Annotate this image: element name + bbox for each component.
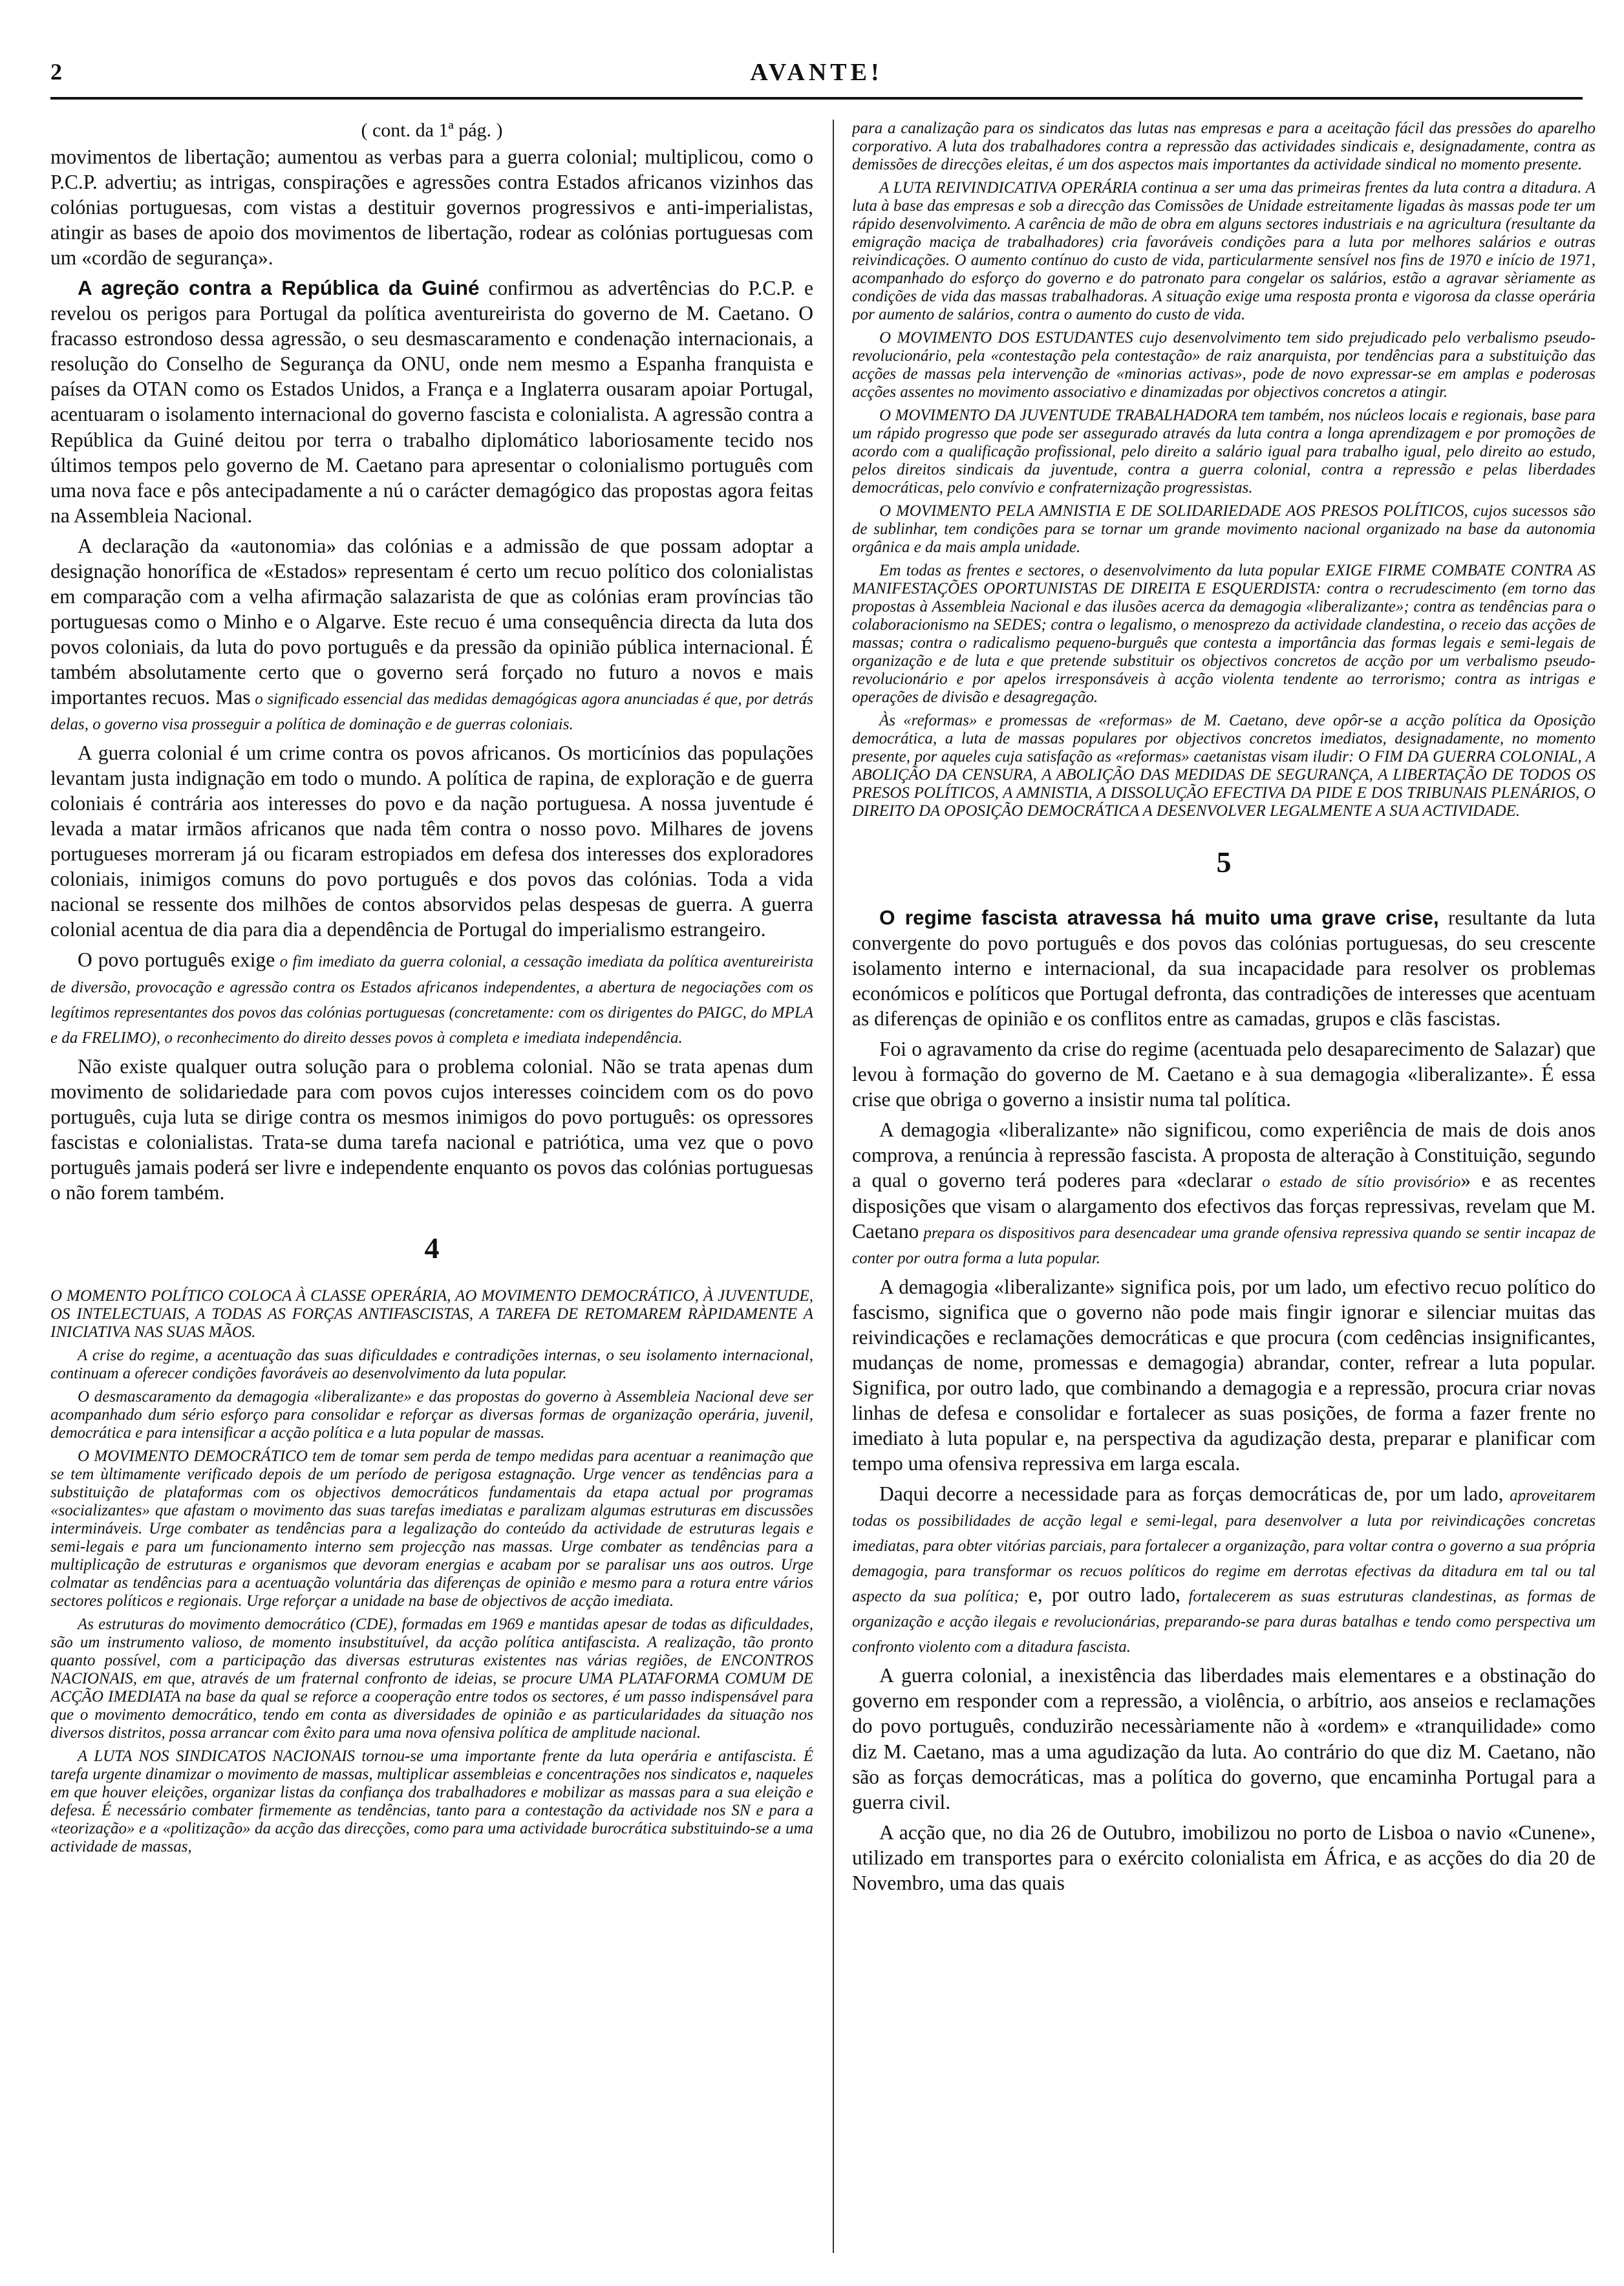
paragraph: Foi o agravamento da crise do regime (acentuada pelo desaparecimento de Salazar) que levou à formação do governo de M. Caetano e à sua demagogia «liberalizante». É essa crise que obriga o governo a insistir numa tal política.: [852, 1038, 1596, 1111]
paragraph-text: e, por outro lado,: [1019, 1583, 1181, 1607]
continuation-note: ( cont. da 1ª pág. ): [361, 120, 503, 141]
paragraph: A demagogia «liberalizante» significa pois, por um lado, um efectivo recuo político do fascismo, significa que o governo não pode mais fingir ignorar e silenciar muitas das reivindicações e reclamações democráticas e que procura (com cedências insignificantes, mudanças de nome, promessas e demagogia) abrandar, conter, refrear a luta popular. Significa, por outro lado, que combinando a demagogia e a repressão, procura criar novas linhas de defesa e consolidar e fortalecer as suas posições, de forma a fazer frente no imediato à luta popular e, na perspectiva da agudização desta, preparar e planificar com tempo uma ofensiva repressiva em larga escala.: [852, 1275, 1596, 1475]
paragraph: [50, 533, 813, 735]
paragraph-text: confirmou as advertências do P.C.P. e revelou os perigos para Portugal da política aventureirista do governo de M. Caetano. O fracasso estrondoso dessa agressão, o seu desmascaramento e condenação internacionais, a resolução do Conselho de Segurança da ONU, onde nem mesmo a Espanha franquista e países da OTAN como os Estados Unidos, a França e a Inglaterra ousaram apoiar Portugal, acentuaram o isolamento internacional do governo fascista e colonialista. A agressão contra a República da Guiné deitou por terra o trabalho diplomático laboriosamente tecido nos últimos tempos pelo governo de M. Caetano para apresentar o colonialismo português com uma nova face e pôs antecipadamente a nú o carácter demagógico das propostas agora feitas na Assembleia Nacional.: [50, 277, 813, 527]
paragraph: As estruturas do movimento democrático (CDE), formadas em 1969 e mantidas apesar de todas as dificuldades, são um instrumento valioso, de momento insubstituível, da acção política antifascista. A realização, tão pronto quanto possível, com a participação das diversas estruturas existentes nas várias regiões, de ENCONTROS NACIONAIS, em que, através de um fraternal confronto de ideias, se procure UMA PLATAFORMA COMUM DE ACÇÃO IMEDIATA na base da qual se reforce a cooperação entre todos os sectores, é um passo indispensável para que o movimento democrático, tendo em conta as diversidades de opinião e as particularidades da situação nos diversos distritos, possa arrancar com êxito para uma nova ofensiva política de amplitude nacional.: [50, 1615, 813, 1742]
italic-text: fortalecerem as suas estruturas clandestinas, as formas de organização e acção ilegais e revolucionárias, preparando-se para duras batalhas e tendo como perspectiva um confronto violento com a ditadura fascista.: [852, 1588, 1596, 1656]
paragraph: A guerra colonial, a inexistência das liberdades mais elementares e a obstinação do governo em responder com a repressão, a violência, o arbítrio, aos anseios e reclamações do povo português, conduzirão necessàriamente não à «ordem» e «tranquilidade» como diz M. Caetano, mas a uma agudização da luta. Ao contrário do que diz M. Caetano, não são as forças democráticas, mas a política do governo, que encaminha Portugal para a guerra civil.: [852, 1664, 1596, 1813]
lead-phrase: O regime fascista atravessa há muito uma grave crise,: [879, 906, 1439, 929]
paragraph: O MOVIMENTO DOS ESTUDANTES cujo desenvolvimento tem sido prejudicado pelo verbalismo pseudo-revolucionário, pela «contestação pela contestação» de raiz anarquista, por tendências para a substituição das acções de massas pela intervenção de «minorias activas», pode de novo expressar-se em amplas e poderosas acções assentes no movimento associativo e dinamizadas por objectivos concretos a atingir.: [852, 329, 1596, 401]
paragraph: Não existe qualquer outra solução para o problema colonial. Não se trata apenas dum movimento de solidariedade para com povos cujos interesses coincidem com os do povo português, cuja luta se dirige contra os mesmos inimigos do povo português: os opressores fascistas e colonialistas. Trata-se duma tarefa nacional e patriótica, uma vez que o povo português jamais poderá ser livre e independente enquanto os povos das colónias portuguesas o não forem também.: [50, 1054, 813, 1204]
section-number: 5: [1216, 846, 1232, 879]
section-headline: O MOMENTO POLÍTICO COLOCA À CLASSE OPERÁRIA, AO MOVIMENTO DEMOCRÁTICO, À JUVENTUDE, OS INTELECTUAIS, A TODAS AS FORÇAS ANTIFASCISTAS, A TAREFA DE RETOMAREM RÀPIDAMENTE A INICIATIVA NAS SUAS MÃOS.: [50, 1287, 813, 1341]
paragraph: A LUTA REIVINDICATIVA OPERÁRIA continua a ser uma das primeiras frentes da luta contra a ditadura. A luta à base das empresas e sob a direcção das Comissões de Unidade estreitamente ligadas às massas pode ter um rápido desenvolvimento. A carência de mão de obra em alguns sectores industriais e na agricultura (resultante da emigração maciça de trabalhadores) cria favoráveis condições para a luta por melhores salários e outras reivindicações. O aumento contínuo do custo de vida, particularmente sensível nos fins de 1970 e início de 1971, acompanhado do esforço do governo e do patronato para congelar os salários, estão a agravar sèriamente as condições de vida das massas trabalhadoras. A situação exige uma resposta pronta e vigorosa da classe operária por aumento de salários, contra o aumento do custo de vida.: [852, 179, 1596, 323]
paragraph: movimentos de libertação; aumentou as verbas para a guerra colonial; multiplicou, como o P.C.P. advertiu; as intrigas, conspirações e agressões contra Estados africanos vizinhos das colónias portuguesas, com vistas a destituir governos progressivos e anti-imperialistas, atingir as bases de apoio dos movimentos de libertação, rodear as colónias portuguesas com um «cordão de segurança».: [50, 145, 813, 270]
italic-text: o fim imediato da guerra colonial, a cessação imediata da política aventureirista de diversão, provocação e agressão contra os Estados africanos independentes, a abertura de negociações com os legítimos representantes dos povos das colónias portuguesas (concretamente: com os dirigentes do PAIGC, do MPLA e da FRELIMO), o reconhecimento do direito desses povos à completa e imediata independência.: [50, 953, 813, 1047]
paragraph: O desmascaramento da demagogia «liberalizante» e das propostas do governo à Assembleia Nacional deve ser acompanhado dum sério esforço para consolidar e reforçar as diversas formas de organização operária, juvenil, democrática e para intensificar a acção política e a luta popular de massas.: [50, 1387, 813, 1442]
paragraph: A acção que, no dia 26 de Outubro, imobilizou no porto de Lisboa o navio «Cunene», utilizado em transportes para o exército colonialista em África, e as acções do dia 20 de Novembro, uma das quais: [852, 1821, 1596, 1894]
lead-phrase: A agreção contra a República da Guiné: [78, 276, 480, 300]
paragraph-text: Daqui decorre a necessidade para as forças democráticas de, por um lado,: [879, 1482, 1504, 1506]
paragraph: O MOVIMENTO PELA AMNISTIA E DE SOLIDARIEDADE AOS PRESOS POLÍTICOS, cujos sucessos são de sublinhar, tem condições para se tornar um grande movimento nacional organizado na base da autonomia orgânica e da mais ampla unidade.: [852, 502, 1596, 556]
paragraph-text: » e as recentes disposições que visam o alargamento dos efectivos das forças repressivas, revelam que M. Caetano: [852, 1169, 1596, 1243]
paragraph: A LUTA NOS SINDICATOS NACIONAIS tornou-se uma importante frente da luta operária e antifascista. É tarefa urgente dinamizar o movimento de massas, multiplicar assembleias e concentrações nos sindicatos e, naqueles em que houver eleições, organizar listas da confiança dos trabalhadores e mobilizar as massas para a sua eleição e defesa. É necessário combater firmemente as tendências, tanto para a contestação da actividade nos SN e para a «teorização» e a «politização» da acção das direcções, como para uma actividade burocrática substituindo-se a uma actividade de massas,: [50, 1747, 813, 1855]
masthead: AVANTE!: [750, 59, 883, 86]
paragraph: [50, 275, 813, 528]
italic-text: prepara os dispositivos para desencadear uma grande ofensiva repressiva quando se sentir incapaz de conter por outra forma a luta popular.: [852, 1224, 1596, 1267]
paragraph: Às «reformas» e promessas de «reformas» de M. Caetano, deve opôr-se a acção política da Oposição democrática, a luta de massas populares por objectivos concretos imediatos, designadamente, no momento presente, por aqueles cuja satisfação as «reformas» caetanistas visam iludir: O FIM DA GUERRA COLONIAL, A ABOLIÇÃO DA CENSURA, A ABOLIÇÃO DAS MEDIDAS DE SEGURANÇA, A LIBERTAÇÃO DE TODOS OS PRESOS POLÍTICOS, A AMNISTIA, A DISSOLUÇÃO EFECTIVA DA PIDE E DOS TRIBUNAIS PLENÁRIOS, O DIREITO DA OPOSIÇÃO DEMOCRÁTICA A DESENVOLVER LEGALMENTE A SUA ACTIVIDADE.: [852, 712, 1596, 820]
paragraph-text: resultante da luta convergente do povo português e dos povos das colónias portuguesas, do seu crescente isolamento interno e internacional, da sua incapacidade para resolver os problemas económicos e políticos que Portugal defronta, das contradições de interesses que acentuam as diferenças de opinião e os conflitos entre as camadas, grupos e clãs fascistas.: [852, 906, 1596, 1031]
section-number: 4: [424, 1231, 440, 1265]
paragraph: O MOVIMENTO DA JUVENTUDE TRABALHADORA tem também, nos núcleos locais e regionais, base para um rápido progresso que pode ser assegurado através da luta contra a longa aprendizagem e por promoções de acordo com a qualificação profissional, pelo direito a salário igual para trabalho igual, pelo direito ao estudo, pelos direitos sindicais da juventude, contra a guerra colonial, contra a repressão e pelas liberdades democráticas, pelo convívio e confraternização progressistas.: [852, 407, 1596, 497]
paragraph: Em todas as frentes e sectores, o desenvolvimento da luta popular EXIGE FIRME COMBATE CONTRA AS MANIFESTAÇÕES OPORTUNISTAS DE DIREITA E ESQUERDISTA: contra o recrudescimento (em torno das propostas à Assembleia Nacional e das ilusões acerca da demagogia «liberalizante»; contra as tendências para o colaboracionismo na SEDES; contra o legalismo, o menosprezo da actividade clandestina, o receio das acções de massas; contra o radicalismo pequeno-burguês que contesta a importância das formas legais e semi-legais de organização e de luta e que pretende substituir os objectivos concretos de acção por um verbalismo pseudo-revolucionário e por apelos irresponsáveis à acção violenta tendente ao terrorismo; contra as intrigas e operações de divisão e desagregação.: [852, 562, 1596, 706]
column-divider: [833, 120, 834, 2253]
page-number: 2: [50, 59, 62, 85]
italic-text: aproveitarem todas os possibilidades de acção legal e semi-legal, para desenvolver a luta por reivindicações concretas imediatas, para obter vitórias parciais, para fortalecer a organização, para voltar contra o governo a sua própria demagogia, para transformar os recuos políticos do regime em derrotas efectivas da ditadura em tal ou tal aspecto da sua política;: [852, 1487, 1596, 1606]
paragraph: [852, 1481, 1596, 1658]
paragraph-text: O povo português exige: [78, 948, 275, 972]
paragraph: A crise do regime, a acentuação das suas dificuldades e contradições internas, o seu isolamento internacional, continuam a oferecer condições favoráveis ao desenvolvimento da luta popular.: [50, 1346, 813, 1382]
paragraph: [852, 1117, 1596, 1268]
paragraph-text: A demagogia «liberalizante» não significou, como experiência de mais de dois anos comprova, a renúncia à repressão fascista. A proposta de alteração à Constituição, segundo a qual o governo terá poderes para «declarar: [852, 1118, 1596, 1192]
paragraph: para a canalização para os sindicatos das lutas nas empresas e para a aceitação fácil das pressões do aparelho corporativo. A luta dos trabalhadores contra a repressão das actividades sindicais e, designadamente, contra as demissões de direcções eleitas, é um dos aspectos mais importantes da actividade sindical no momento presente.: [852, 120, 1596, 173]
italic-text: o estado de sítio provisório: [1252, 1173, 1461, 1191]
paragraph: A guerra colonial é um crime contra os povos africanos. Os morticínios das populações levantam justa indignação em todo o mundo. A política de rapina, de exploração e de guerra coloniais é contrária aos interesses do povo e da nação portuguesa. A nossa juventude é levada a matar irmãos africanos que nada têm contra o nosso povo. Milhares de jovens portugueses morreram já ou ficaram estropiados em defesa dos interesses dos exploradores coloniais, inimigos comuns do povo português e dos povos das colónias. Toda a vida nacional se ressente dos milhões de contos absorvidos pelas despesas de guerra. A guerra colonial acentua de dia para dia a dependência de Portugal do imperialismo estrangeiro.: [50, 742, 813, 941]
right-column: [852, 120, 1596, 2259]
italic-text: o significado essencial das medidas demagógicas agora anunciadas é que, por detrás delas, o governo visa prosseguir a política de dominação e de guerras coloniais.: [50, 690, 813, 734]
page-header: [50, 58, 1583, 100]
left-column: [50, 120, 813, 2259]
paragraph: O MOVIMENTO DEMOCRÁTICO tem de tomar sem perda de tempo medidas para acentuar a reanimação que se tem ùltimamente verificado depois de um período de perigosa estagnação. Urge vencer as tendências para a substituição de plataformas com os objectivos democráticos fundamentais da etapa actual por programas «socializantes» que afastam o movimento das suas tarefas imediatas e paralizam algumas estruturas em discussões intermináveis. Urge combater as tendências para a legalização do conteúdo da actividade de estruturas legais e semi-legais e para um funcionamento interno sem projecção nas massas. Urge combater as tendências para a multiplicação de estruturas e organismos que devoram energias e acabam por se paralisar uns aos outros. Urge colmatar as tendências para a acentuação voluntária das diferenças de opinião e mesmo para a rotura entre vários sectores políticos e regionais. Urge reforçar a unidade na base de objectivos de acção imediata.: [50, 1447, 813, 1610]
paragraph: [852, 905, 1596, 1031]
paragraph-text: A declaração da «autonomia» das colónias e a admissão de que possam adoptar a designação honorífica de «Estados» representam é certo um recuo político dos colonialistas em comparação com a velha afirmação salazarista de que as colónias eram províncias tão portuguesas como o Minho e o Algarve. Este recuo é uma consequência directa da luta dos povos coloniais, da luta do povo português e da pressão da opinião pública internacional. É também absolutamente certo que o governo será forçado no futuro a novos e mais importantes recuos. Mas: [50, 534, 813, 709]
paragraph: [50, 947, 813, 1048]
